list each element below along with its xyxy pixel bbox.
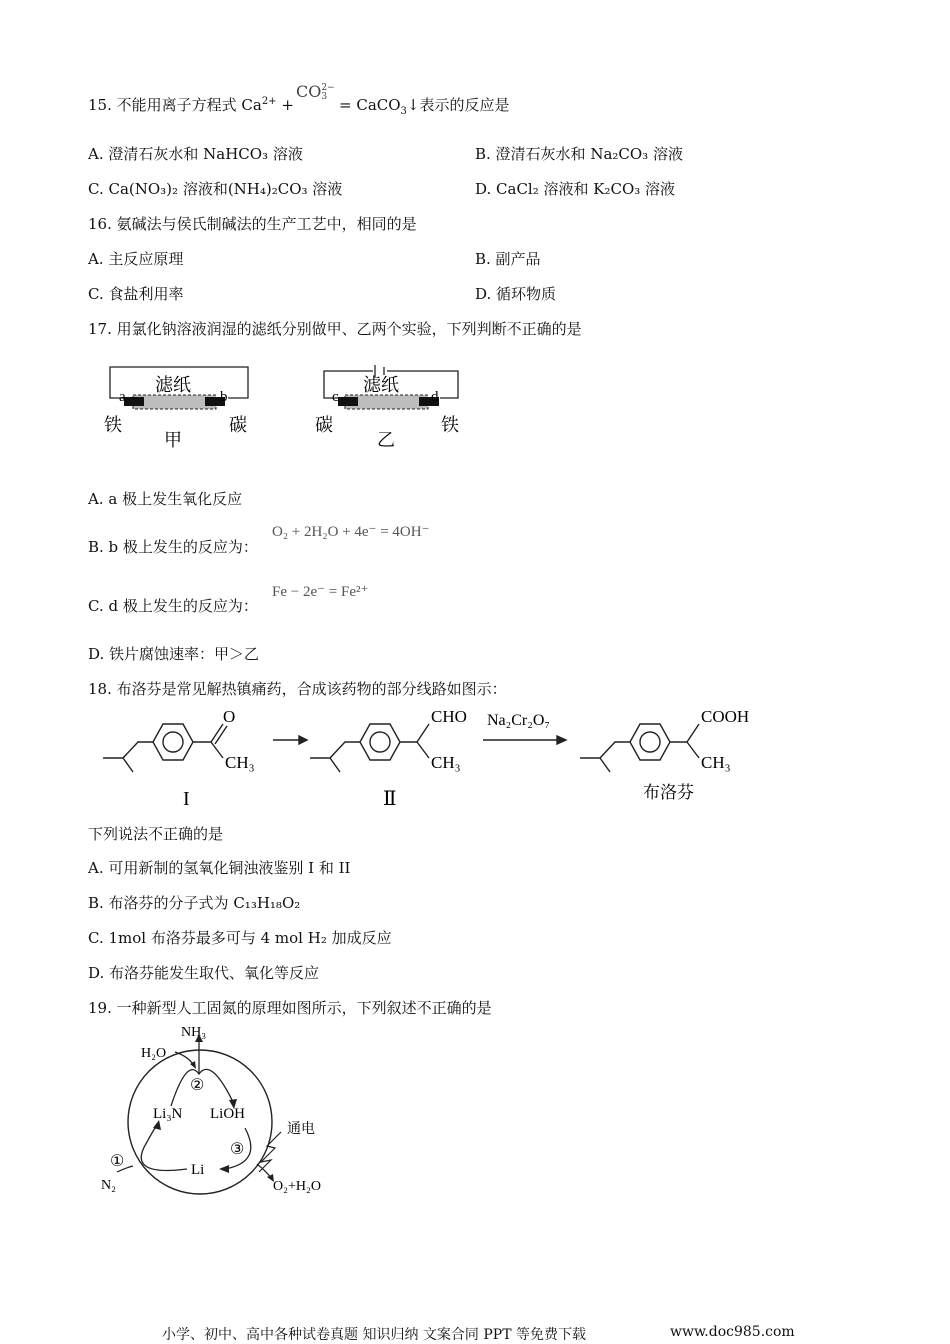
q16-option-d: D. 循环物质 xyxy=(475,285,557,303)
label-iron-yi: 铁 xyxy=(441,415,459,435)
setup-jia xyxy=(104,367,248,450)
q16-option-b: B. 副产品 xyxy=(475,250,541,268)
mol1-ch3: CH₃ xyxy=(225,753,255,772)
q17-option-c: C. d 极上发生的反应为： xyxy=(88,597,258,615)
footer-link[interactable]: www.doc985.com xyxy=(670,1324,795,1340)
q17-option-d: D. 铁片腐蚀速率：甲＞乙 xyxy=(88,645,260,663)
q18-option-b: B. 布洛芬的分子式为 C₁₃H₁₈O₂ xyxy=(88,894,301,912)
reagent-label: Na₂Cr₂O₇ xyxy=(487,712,550,729)
label-n2: N₂ xyxy=(101,1178,116,1193)
ibuprofen-ch3: CH₃ xyxy=(701,753,731,772)
q19-nitrogen-fixation-diagram xyxy=(95,1022,345,1202)
label-step1: ① xyxy=(110,1153,125,1170)
q18-lead: 下列说法不正确的是 xyxy=(88,825,224,843)
label-h2o-in: H₂O xyxy=(141,1046,167,1061)
mol2-ch3: CH₃ xyxy=(431,753,461,772)
label-o2-h2o: O₂+H₂O xyxy=(273,1179,321,1194)
filter-paper-jia xyxy=(133,395,216,409)
label-carbon-jia: 碳 xyxy=(229,415,247,435)
label-iron-jia: 铁 xyxy=(104,415,122,435)
footer-text: 小学、初中、高中各种试卷真题 知识归纳 文案合同 PPT 等免费下载 xyxy=(162,1327,586,1343)
q15-stem: 15. 不能用离子方程式 $Ca^{2+}$ + xyxy=(88,96,294,114)
label-nh3: NH₃ xyxy=(181,1025,207,1040)
arrow-2 xyxy=(483,736,566,744)
q18-option-d: D. 布洛芬能发生取代、氧化等反应 xyxy=(88,964,320,982)
q17-option-c-formula: Fe − 2e⁻ = Fe²⁺ xyxy=(272,584,369,600)
q15-co3: CO 2− 3 xyxy=(296,82,335,102)
setup-yi xyxy=(315,365,459,450)
q17-stem: 17. 用氯化钠溶液润湿的滤纸分别做甲、乙两个实验，下列判断不正确的是 xyxy=(88,320,582,338)
molecule-ibuprofen xyxy=(580,724,699,772)
label-lioh: LiOH xyxy=(210,1106,245,1122)
q15-option-a: A. 澄清石灰水和 NaHCO₃ 溶液 xyxy=(88,145,303,163)
molecule-1 xyxy=(103,724,227,772)
q16-stem: 16. 氨碱法与侯氏制碱法的生产工艺中，相同的是 xyxy=(88,215,417,233)
label-step3: ③ xyxy=(230,1141,245,1158)
q17-electrode-diagram xyxy=(95,355,475,455)
q18-stem: 18. 布洛芬是常见解热镇痛药，合成该药物的部分线路如图示： xyxy=(88,680,507,698)
q15-option-c: C. Ca(NO₃)₂ 溶液和(NH₄)₂CO₃ 溶液 xyxy=(88,180,343,198)
label-compound-1: I xyxy=(183,788,190,810)
label-li3n: Li₃N xyxy=(153,1106,183,1122)
q17-option-a: A. a 极上发生氧化反应 xyxy=(88,490,243,508)
label-step2: ② xyxy=(190,1077,205,1094)
q16-option-a: A. 主反应原理 xyxy=(88,250,184,268)
paper-label-jia: 滤纸 xyxy=(155,375,191,395)
label-compound-2: Ⅱ xyxy=(383,788,397,810)
label-d: d xyxy=(431,389,439,405)
q17-option-b: B. b 极上发生的反应为： xyxy=(88,538,258,556)
q18-synthesis-scheme xyxy=(95,700,775,815)
label-jia: 甲 xyxy=(164,430,182,450)
arrow-1 xyxy=(273,736,307,744)
label-li: Li xyxy=(191,1162,205,1178)
q15-stem-end: = CaCO$_3$↓表示的反应是 xyxy=(339,96,510,117)
label-c: c xyxy=(332,389,339,405)
q15-option-b: B. 澄清石灰水和 Na₂CO₃ 溶液 xyxy=(475,145,683,163)
q18-option-c: C. 1mol 布洛芬最多可与 4 mol H₂ 加成反应 xyxy=(88,929,392,947)
electrode-a xyxy=(124,397,144,406)
q19-stem: 19. 一种新型人工固氮的原理如图所示，下列叙述不正确的是 xyxy=(88,999,492,1017)
label-ibuprofen: 布洛芬 xyxy=(643,783,694,802)
mol2-cho: CHO xyxy=(431,707,467,726)
label-power: 通电 xyxy=(287,1122,315,1137)
q17-option-b-formula: O₂ + 2H₂O + 4e⁻ = 4OH⁻ xyxy=(272,524,430,540)
label-a: a xyxy=(119,389,126,405)
mol1-oxygen: O xyxy=(223,707,236,726)
q16-option-c: C. 食盐利用率 xyxy=(88,285,184,303)
ibuprofen-cooh: COOH xyxy=(701,707,750,726)
q18-option-a: A. 可用新制的氢氧化铜浊液鉴别 I 和 II xyxy=(88,859,351,877)
paper-label-yi: 滤纸 xyxy=(363,375,399,395)
label-b: b xyxy=(220,389,228,405)
label-yi: 乙 xyxy=(377,430,395,450)
q15-option-d: D. CaCl₂ 溶液和 K₂CO₃ 溶液 xyxy=(475,180,676,198)
electrode-c xyxy=(338,397,358,406)
label-carbon-yi: 碳 xyxy=(315,415,333,435)
molecule-2 xyxy=(310,724,429,772)
